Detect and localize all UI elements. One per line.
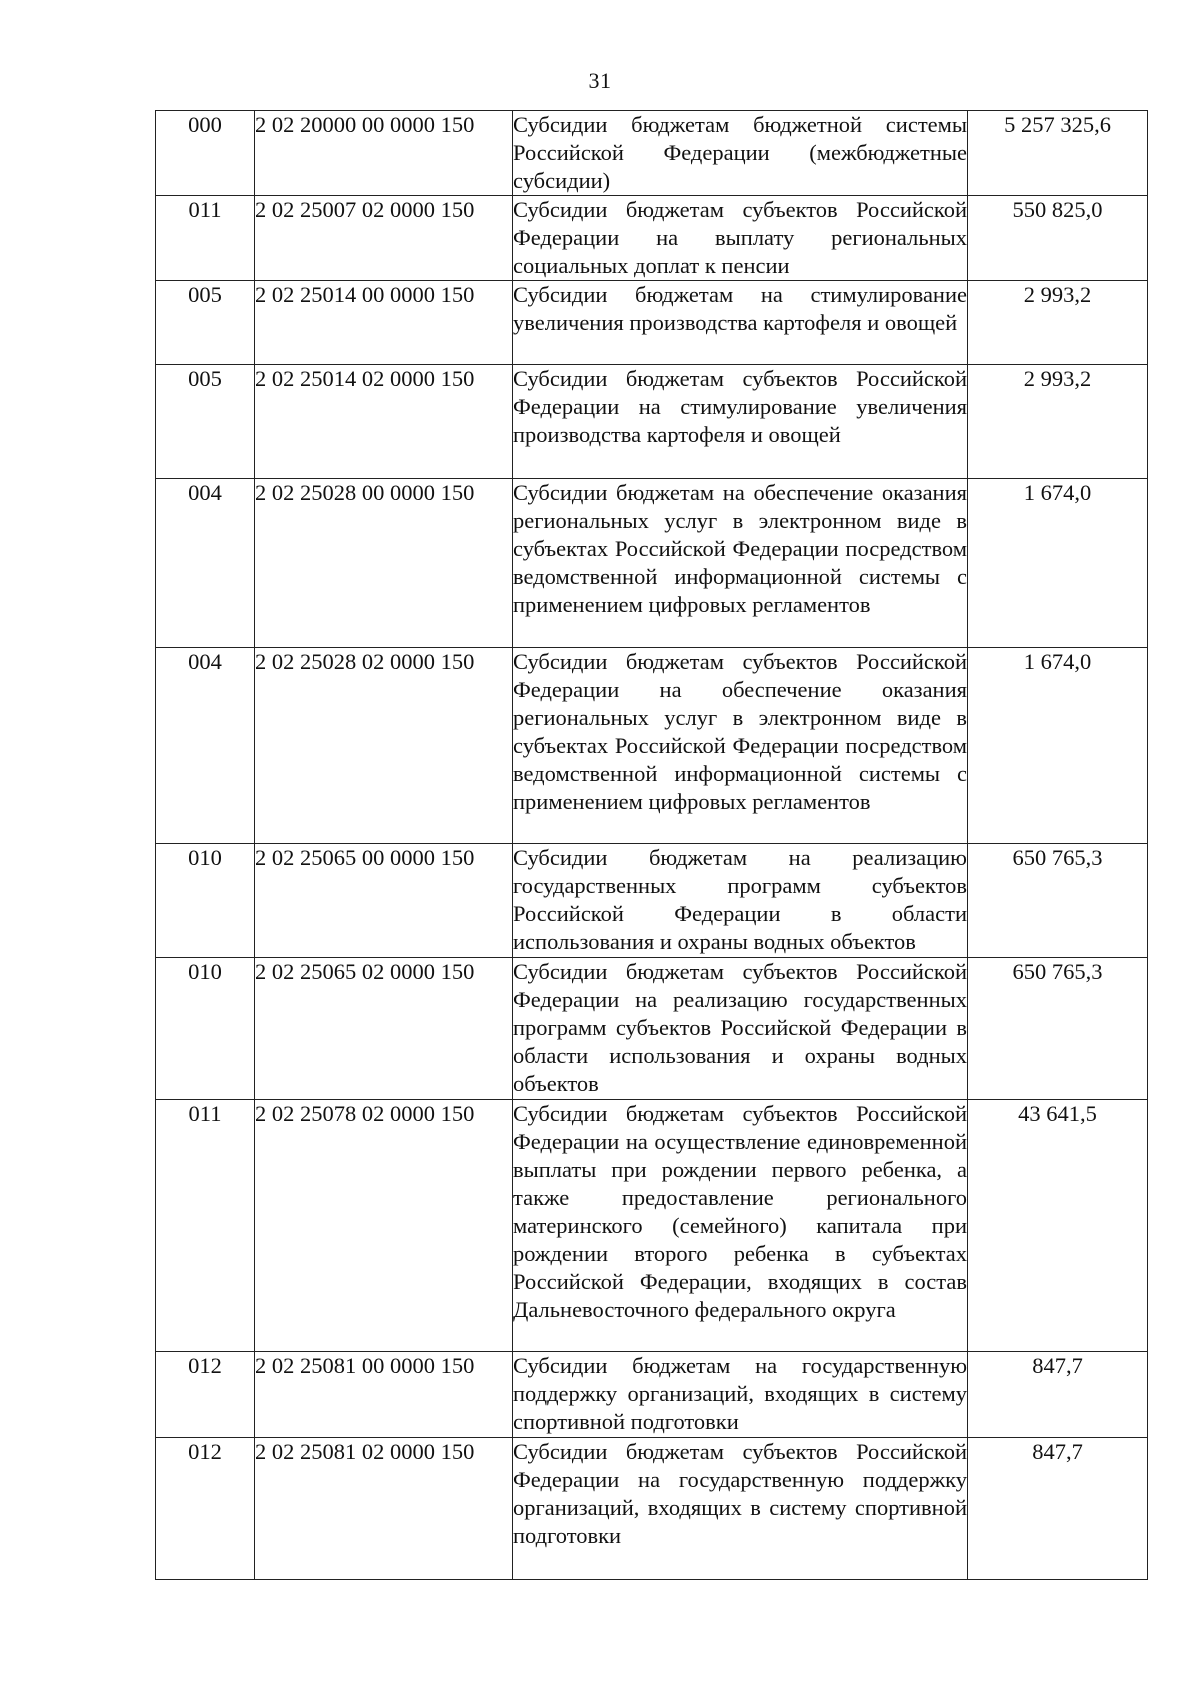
- table-row: [156, 111, 1148, 196]
- budget-classification-code-cell: 2 02 25078 02 0000 150: [255, 1100, 513, 1352]
- table-row: [156, 1100, 1148, 1352]
- admin-code-cell: 004: [156, 648, 255, 844]
- amount-cell: 1 674,0: [968, 648, 1148, 844]
- revenue-name-cell: Субсидии бюджетам субъектов Российской Федерации на стимулирование увеличения производства картофеля и овощей: [513, 365, 968, 479]
- admin-code-cell: 000: [156, 111, 255, 196]
- table-body: [156, 111, 1148, 1580]
- budget-classification-code-cell: 2 02 25065 02 0000 150: [255, 958, 513, 1100]
- budget-classification-code-cell: 2 02 25014 02 0000 150: [255, 365, 513, 479]
- amount-cell: 2 993,2: [968, 281, 1148, 365]
- budget-revenue-table: [155, 110, 1148, 1580]
- budget-classification-code-cell: 2 02 25007 02 0000 150: [255, 196, 513, 281]
- revenue-name-cell: Субсидии бюджетам субъектов Российской Федерации на реализацию государственных программ субъектов Российской Федерации в области использования и охраны водных объектов: [513, 958, 968, 1100]
- amount-cell: 847,7: [968, 1352, 1148, 1438]
- admin-code-cell: 011: [156, 196, 255, 281]
- table-row: [156, 479, 1148, 648]
- amount-cell: 847,7: [968, 1438, 1148, 1580]
- amount-cell: 550 825,0: [968, 196, 1148, 281]
- admin-code-cell: 012: [156, 1352, 255, 1438]
- amount-cell: 43 641,5: [968, 1100, 1148, 1352]
- page-number: 31: [588, 68, 612, 93]
- admin-code-cell: 011: [156, 1100, 255, 1352]
- admin-code-cell: 005: [156, 281, 255, 365]
- table-row: [156, 1438, 1148, 1580]
- table-row: [156, 958, 1148, 1100]
- amount-cell: 1 674,0: [968, 479, 1148, 648]
- revenue-name-cell: Субсидии бюджетам на стимулирование увеличения производства картофеля и овощей: [513, 281, 968, 365]
- revenue-name-cell: Субсидии бюджетам субъектов Российской Федерации на осуществление единовременной выплаты при рождении первого ребенка, а также предоставление регионального материнского (семейного) капитала при рождении второго ребенка в субъектах Российской Федерации, входящих в состав Дальневосточного федерального округа: [513, 1100, 968, 1352]
- amount-cell: 650 765,3: [968, 958, 1148, 1100]
- admin-code-cell: 010: [156, 844, 255, 958]
- table-row: [156, 365, 1148, 479]
- amount-cell: 2 993,2: [968, 365, 1148, 479]
- admin-code-cell: 005: [156, 365, 255, 479]
- revenue-name-cell: Субсидии бюджетам на обеспечение оказания региональных услуг в электронном виде в субъектах Российской Федерации посредством ведомственной информационной системы с применением цифровых регламентов: [513, 479, 968, 648]
- admin-code-cell: 004: [156, 479, 255, 648]
- budget-classification-code-cell: 2 02 25081 00 0000 150: [255, 1352, 513, 1438]
- budget-classification-code-cell: 2 02 25014 00 0000 150: [255, 281, 513, 365]
- table-row: [156, 1352, 1148, 1438]
- amount-cell: 650 765,3: [968, 844, 1148, 958]
- revenue-name-cell: Субсидии бюджетам субъектов Российской Федерации на выплату региональных социальных доплат к пенсии: [513, 196, 968, 281]
- revenue-name-cell: Субсидии бюджетам субъектов Российской Федерации на обеспечение оказания региональных услуг в электронном виде в субъектах Российской Федерации посредством ведомственной информационной системы с применением цифровых регламентов: [513, 648, 968, 844]
- amount-cell: 5 257 325,6: [968, 111, 1148, 196]
- budget-classification-code-cell: 2 02 20000 00 0000 150: [255, 111, 513, 196]
- revenue-name-cell: Субсидии бюджетам на реализацию государственных программ субъектов Российской Федерации в области использования и охраны водных объектов: [513, 844, 968, 958]
- table-row: [156, 196, 1148, 281]
- admin-code-cell: 012: [156, 1438, 255, 1580]
- table-row: [156, 648, 1148, 844]
- admin-code-cell: 010: [156, 958, 255, 1100]
- revenue-name-cell: Субсидии бюджетам на государственную поддержку организаций, входящих в систему спортивной подготовки: [513, 1352, 968, 1438]
- budget-classification-code-cell: 2 02 25081 02 0000 150: [255, 1438, 513, 1580]
- table-row: [156, 281, 1148, 365]
- revenue-name-cell: Субсидии бюджетам бюджетной системы Российской Федерации (межбюджетные субсидии): [513, 111, 968, 196]
- table-row: [156, 844, 1148, 958]
- revenue-name-cell: Субсидии бюджетам субъектов Российской Федерации на государственную поддержку организаций, входящих в систему спортивной подготовки: [513, 1438, 968, 1580]
- budget-classification-code-cell: 2 02 25065 00 0000 150: [255, 844, 513, 958]
- budget-classification-code-cell: 2 02 25028 00 0000 150: [255, 479, 513, 648]
- budget-classification-code-cell: 2 02 25028 02 0000 150: [255, 648, 513, 844]
